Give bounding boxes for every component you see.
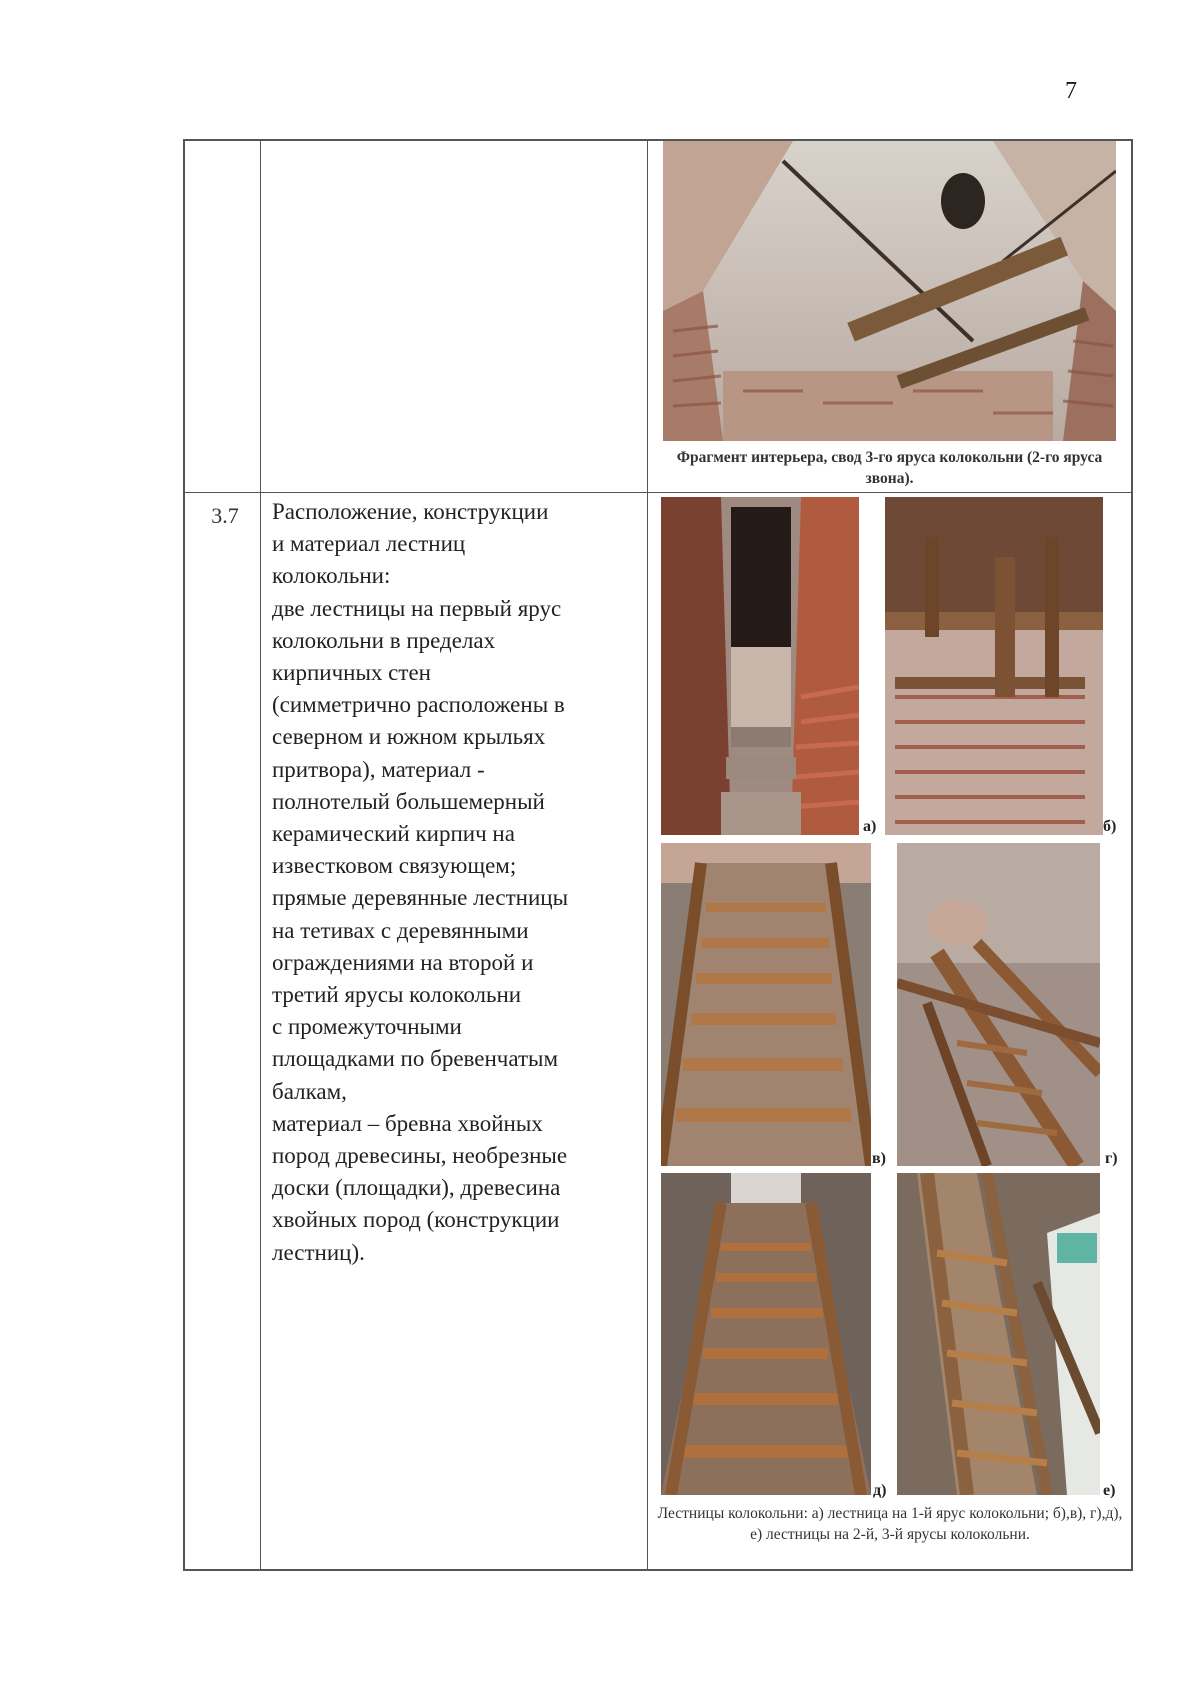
stair-photo-e [897,1173,1100,1495]
vault-photo [663,141,1116,441]
column-divider-2 [647,139,648,1571]
photo-label-g: г) [1105,1150,1118,1167]
row-divider [183,492,1133,493]
stairs-photo-caption: Лестницы колокольни: а) лестница на 1-й ярус колокольни; б),в), г),д), е) лестницы на 2-й, 3-й ярусы колокольни. [657,1505,1123,1543]
photo-label-e: е) [1103,1482,1116,1499]
photo-label-a: а) [863,818,877,835]
table-border-bottom [183,1569,1133,1571]
stair-photo-g [897,843,1100,1166]
page-number: 7 [1065,78,1077,104]
stair-photo-d [661,1173,871,1495]
photo-label-b: б) [1103,818,1117,835]
column-divider-1 [260,139,261,1571]
stair-photo-a [661,497,859,835]
photo-label-v: в) [872,1150,886,1167]
row-number: 3.7 [211,503,239,528]
vault-photo-caption: Фрагмент интерьера, свод 3-го яруса колокольни (2-го яруса звона). [676,449,1103,487]
photo-label-d: д) [873,1482,887,1499]
table-border-left [183,139,185,1571]
row-description: Расположение, конструкции и материал лестниц колокольни: две лестницы на первый ярус колокольни в пределах кирпичных стен (симметрично расположены в северном и южном крыльях притвора), материал - полнотелый большемерный керамический кирпич на известковом связующем; прямые деревянные лестницы на тетивах с деревянными ограждениями на второй и третий ярусы колокольни с промежуточными площадками по бревенчатым балкам, материал – бревна хвойных пород древесины, необрезные доски (площадки), древесина хвойных пород (конструкции лестниц). [272,499,569,1265]
table-border-right [1131,139,1133,1571]
stair-photo-b [885,497,1103,835]
stair-photo-v [661,843,871,1166]
